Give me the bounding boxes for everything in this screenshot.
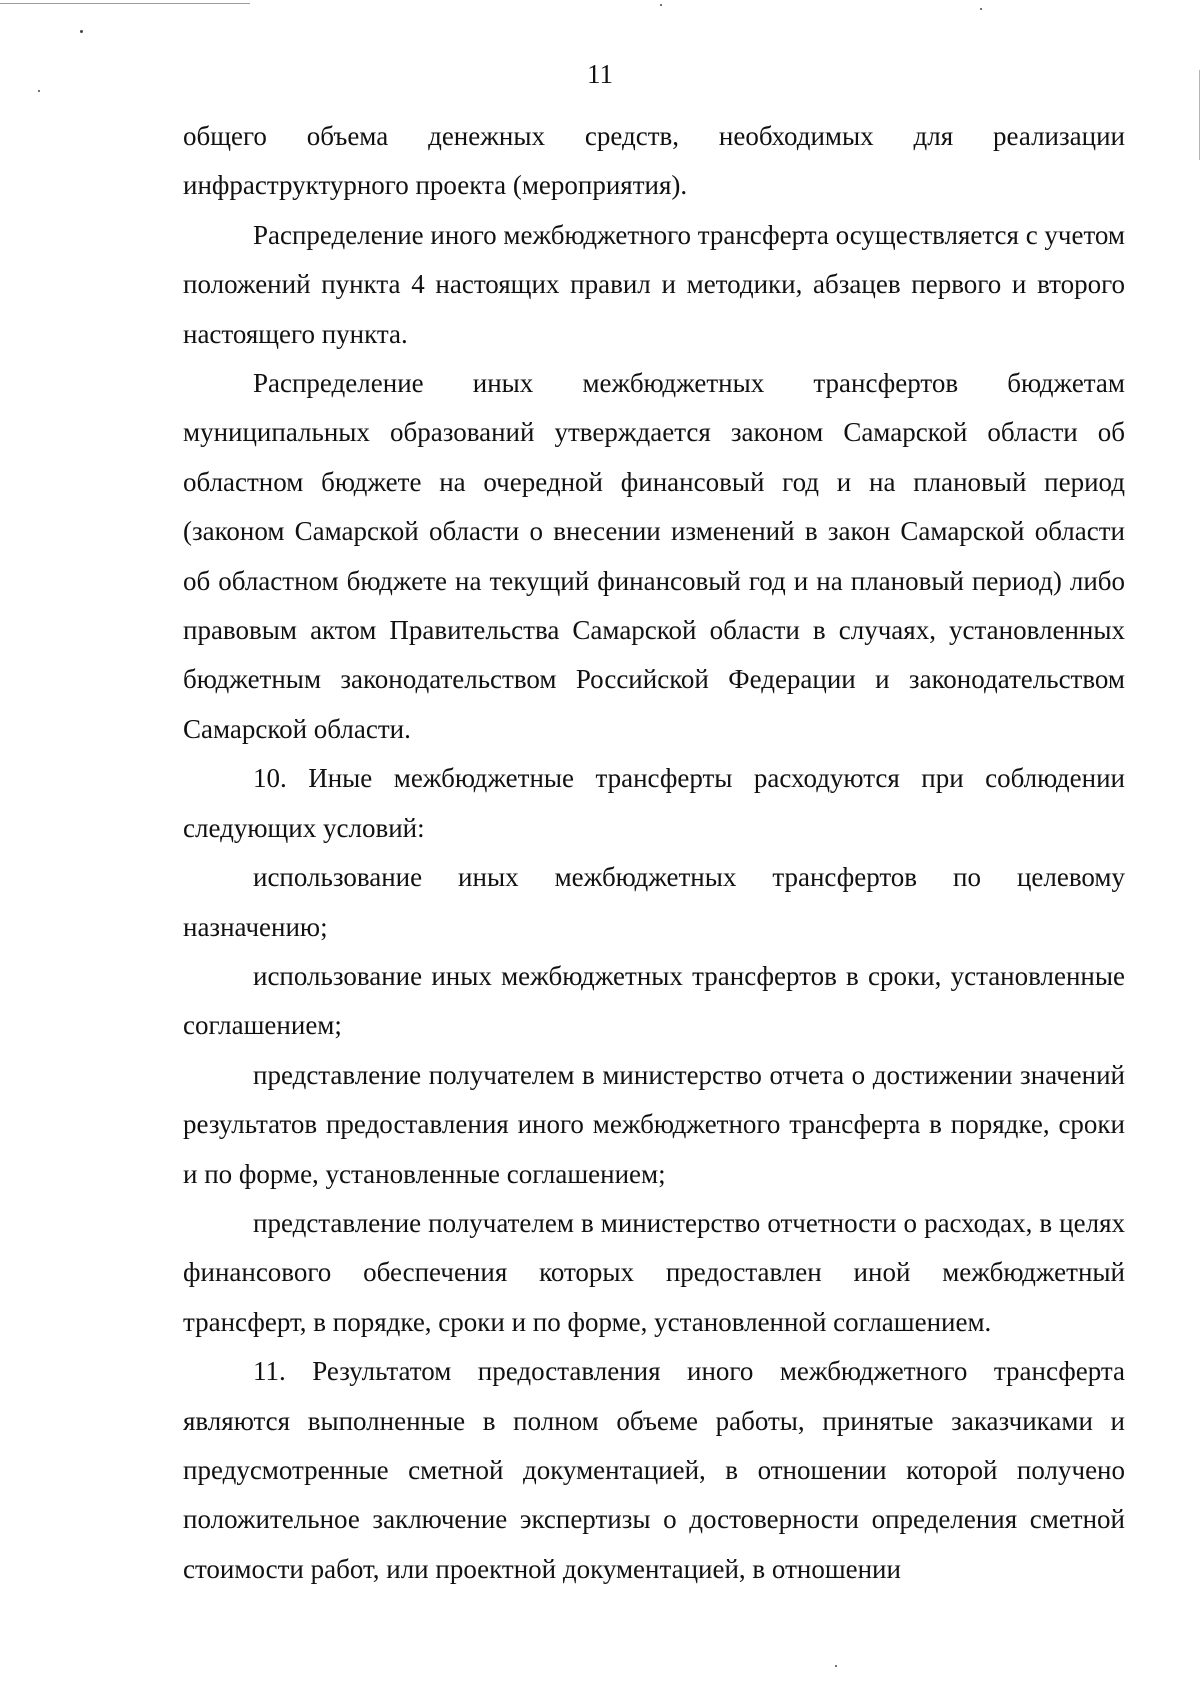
- paragraph-item-11: 11. Результатом предоставления иного межбюджетного трансферта являются выполненные в полном объеме работы, принятые заказчиками и предусмотренные сметной документацией, в отношении которой получено положительное заключение экспертизы о достоверности определения сметной стоимости работ, или проектной документацией, в отношении: [183, 1356, 1125, 1584]
- condition-expense-report: представление получателем в министерство отчетности о расходах, в целях финансового обеспечения которых предоставлен иной межбюджетный трансферт, в порядке, сроки и по форме, установленной соглашением.: [183, 1207, 1125, 1337]
- condition-deadlines: использование иных межбюджетных трансфертов в сроки, установленные соглашением;: [183, 960, 1125, 1041]
- scan-speck: [835, 1665, 837, 1667]
- scan-top-rule: [0, 3, 250, 4]
- paragraph-continuation: общего объема денежных средств, необходимых для реализации инфраструктурного проекта (мероприятия).: [183, 121, 1125, 201]
- page-number: 11: [587, 59, 613, 89]
- scan-speck: [980, 8, 982, 10]
- paragraph-item-10: 10. Иные межбюджетные трансферты расходуются при соблюдении следующих условий:: [183, 763, 1125, 843]
- paragraph-distribution-2: Распределение иных межбюджетных трансфертов бюджетам муниципальных образований утверждается законом Самарской области об областном бюджете на очередной финансовый год и на плановый период (законом Самарской области о внесении изменений в закон Самарской области об областном бюджете на текущий финансовый год и на плановый период) либо правовым актом Правительства Самарской области в случаях, установленных бюджетным законодательством Российской Федерации и законодательством Самарской области.: [183, 368, 1125, 744]
- scan-speck: [80, 30, 83, 33]
- scan-speck: [38, 90, 40, 92]
- condition-target-use: использование иных межбюджетных трансфертов по целевому назначению;: [183, 862, 1125, 942]
- paragraph-distribution-1: Распределение иного межбюджетного трансферта осуществляется с учетом положений пункта 4 настоящих правил и методики, абзацев первого и второго настоящего пункта.: [183, 219, 1126, 349]
- condition-results-report: представление получателем в министерство отчета о достижении значений результатов предоставления иного межбюджетного трансферта в порядке, сроки и по форме, установленные соглашением;: [183, 1059, 1125, 1189]
- document-body: [183, 112, 1125, 1594]
- scan-speck: [660, 4, 662, 6]
